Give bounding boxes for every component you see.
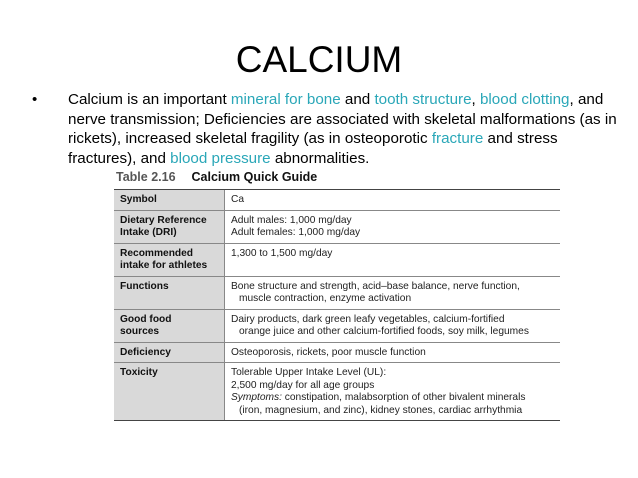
symptoms-line — [231, 392, 555, 405]
row-value-line: orange juice and other calcium-fortified foods, soy milk, legumes — [239, 326, 529, 337]
bullet-text-segment: and — [340, 91, 375, 108]
highlight-blood-pressure: blood pressure — [170, 149, 271, 167]
slide-title: CALCIUM — [235, 39, 403, 80]
bullet-text-segment: and stress fractures), and — [68, 130, 558, 167]
bullet-text-segment: , and nerve transmission; Deficiencies are associated with skeletal malformations (as in rickets), increased skeletal fragility (as in osteoporotic — [68, 91, 617, 147]
row-label-line: Intake (DRI) — [120, 227, 177, 238]
row-value-line: Adult males: 1,000 mg/day — [231, 214, 352, 226]
symptoms-label: Symptoms: — [231, 392, 282, 403]
row-label-line: Deficiency — [120, 346, 171, 358]
row-value-line: Adult females: 1,000 mg/day — [231, 227, 361, 238]
table-caption — [116, 170, 317, 188]
row-value-line: muscle contraction, enzyme activation — [239, 293, 412, 304]
row-label-line: Toxicity — [120, 367, 158, 378]
calcium-quick-guide-table — [114, 170, 560, 445]
table-row — [114, 243, 560, 276]
row-value-line: Tolerable Upper Intake Level (UL): — [231, 367, 387, 378]
row-label — [114, 276, 225, 309]
row-label-line: Dietary Reference — [120, 214, 207, 226]
table-row — [114, 309, 560, 342]
row-value — [225, 363, 561, 421]
row-label-line: intake for athletes — [120, 260, 208, 271]
table-row — [114, 363, 560, 421]
table-row — [114, 342, 560, 363]
row-label — [114, 190, 225, 210]
table-row — [114, 276, 560, 309]
row-label-line: Good food — [120, 313, 172, 325]
row-value-line: Osteoporosis, rickets, poor muscle function — [231, 346, 426, 358]
row-value — [225, 190, 561, 210]
row-label — [114, 243, 225, 276]
table-number: Table 2.16 — [116, 170, 176, 184]
quick-guide-grid — [114, 190, 560, 421]
row-value-line: Dairy products, dark green leafy vegetables, calcium-fortified — [231, 313, 505, 325]
row-label-line: sources — [120, 326, 160, 337]
highlight-fracture: fracture — [431, 130, 484, 147]
bullet-text — [68, 90, 628, 168]
row-label-line: Symbol — [120, 194, 157, 205]
bullet-text-segment: abnormalities. — [270, 149, 370, 167]
row-value — [225, 309, 561, 342]
highlight-blood-clotting: blood clotting — [479, 91, 570, 108]
bullet-marker: • — [32, 91, 38, 108]
row-value — [225, 243, 561, 276]
symptoms-text: constipation, malabsorption of other bivalent minerals — [281, 392, 526, 403]
row-label — [114, 309, 225, 342]
row-label-line: Recommended — [120, 247, 194, 259]
row-label-line: Functions — [120, 280, 169, 292]
row-value-line: 2,500 mg/day for all age groups — [231, 379, 375, 391]
row-label — [114, 342, 225, 363]
highlight-tooth-structure: tooth structure — [374, 91, 472, 108]
table-row — [114, 210, 560, 243]
table-row — [114, 190, 560, 210]
bullet-text-segment: Calcium is an important — [68, 91, 231, 108]
row-value — [225, 276, 561, 309]
table-title: Calcium Quick Guide — [191, 170, 318, 184]
row-value-line: Ca — [231, 194, 245, 205]
row-label — [114, 363, 225, 421]
symptoms-text: (iron, magnesium, and zinc), kidney stones, cardiac arrhythmia — [239, 404, 523, 416]
bullet-text-segment: , — [471, 91, 480, 108]
row-label — [114, 210, 225, 243]
row-value-line: 1,300 to 1,500 mg/day — [231, 247, 333, 259]
row-value — [225, 210, 561, 243]
row-value-line: Bone structure and strength, acid–base balance, nerve function, — [231, 280, 520, 292]
highlight-mineral-for-bone: mineral for bone — [230, 91, 341, 108]
row-value — [225, 342, 561, 363]
